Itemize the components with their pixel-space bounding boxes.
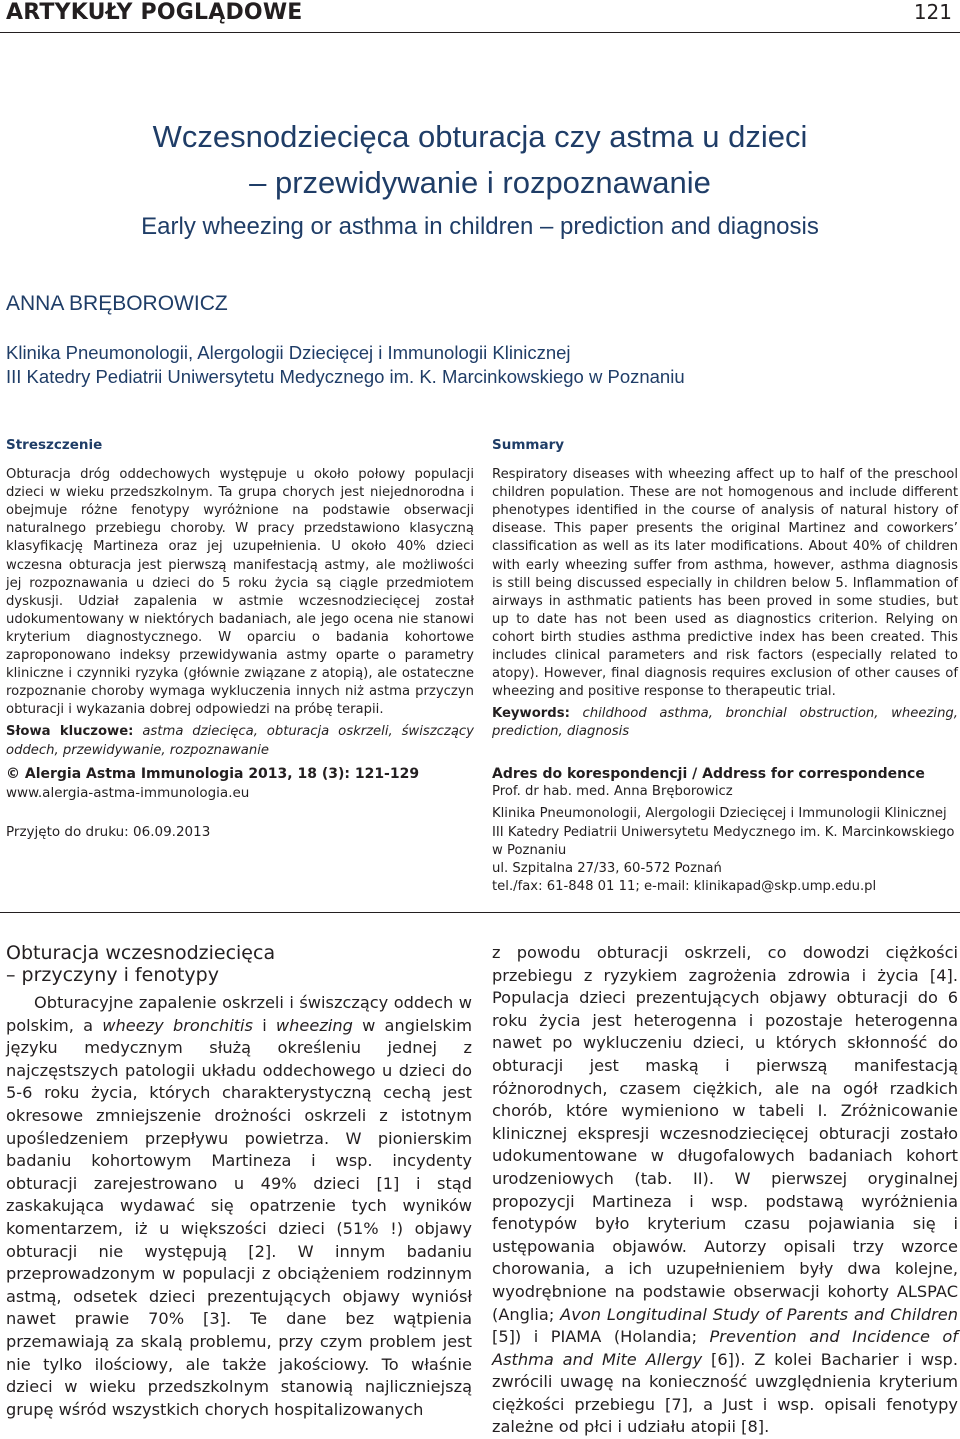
body-text: [6]). Z kolei Bacharier i wsp. zwrócili uwagę na konieczność uwzględnienia kryterium ciężkości przebiegu [7], a Just i wsp. opisali fenotypy zależne od płci i udziału atopii [8].: [492, 1349, 958, 1437]
journal-citation: © Alergia Astma Immunologia 2013, 18 (3): 121-129: [6, 766, 420, 782]
journal-url[interactable]: www.alergia-astma-immunologia.eu: [6, 785, 250, 801]
correspondence-line-3: w Poznaniu: [492, 842, 567, 858]
body-italic: wheezing: [275, 1015, 353, 1035]
body-text: w angielskim języku medycznym służą określeniu jednej z najczęstszych patologii układu oddechowego u dzieci do 5-6 roku życia, których charakterystyczną cechą jest okresowe zmniejszenie drożności oskrzeli z istotnym upośledzeniem przepływu powietrza. W pionierskim badaniu kohortowym Martineza i wsp. incydenty obturacji zarejestrowano u 49% dzieci [1] i stąd zaskakująca wydawać się opatrzenie tych wyników komentarzem, iż u większości dzieci (51% !) objawy obturacji nie występują [2]. W innym badaniu przeprowadzonym w populacji z obciążeniem rodzinnym astmą, odsetek dzieci prezentujących objawy wyniósł nawet prawie 70% [3]. Te dane bez wątpienia przemawiają za skalą problemu, przy czym problem jest nie tylko ilościowy, ale także jakościowy. To właśnie dzieci w wieku przedszkolnym stanowią najliczniejszą grupę wśród wszystkich chorych hospitalizowanych: [6, 1015, 473, 1419]
body-paragraph: [492, 942, 958, 1439]
correspondence-line-1: Klinika Pneumonologii, Alergologii Dziecięcej i Immunologii Klinicznej: [492, 806, 947, 822]
accepted-date: Przyjęto do druku: 06.09.2013: [6, 824, 211, 840]
affiliation-line-1: Klinika Pneumonologii, Alergologii Dziecięcej i Immunologii Klinicznej: [6, 342, 571, 363]
correspondence-heading: Adres do korespondencji / Address for correspondence: [492, 766, 925, 782]
correspondence-contact: tel./fax: 61-848 01 11; e-mail: klinikapad@skp.ump.edu.pl: [492, 879, 877, 895]
section-label: ARTYKUŁY POGLĄDOWE: [6, 0, 303, 25]
summary-text: Respiratory diseases with wheezing affect up to half of the preschool children population. These are not homogenous and include different phenotypes identified in the course of analysis of natural history of disease. This paper presents the original Martinez and coworkers’ classification as well as its later modifications. About 40% of children with early wheezing suffer from asthma, however, asthma diagnosis is still being discussed especially in children below 5. Inflammation of airways in asthmatic patients has been proved in some studies, but up to date has not been used as diagnostics criterion. Relying on cohort birth studies asthma predictive index has been created. This includes clinical parameters and risk factors (especially related to atopy). However, final diagnosis requires exclusion of other causes of wheezing and positive response to therapeutic trial.: [492, 467, 958, 700]
abstract-english: [492, 436, 958, 742]
keywords-label: Słowa kluczowe:: [6, 724, 134, 740]
author-affiliation: [6, 341, 685, 389]
header-divider: [0, 32, 960, 33]
author-name: ANNA BRĘBOROWICZ: [6, 292, 228, 315]
page-number: 121: [913, 0, 952, 24]
section-title: [6, 942, 472, 986]
correspondence-line-2: III Katedry Pediatrii Uniwersytetu Medycznego im. K. Marcinkowskiego: [492, 824, 955, 840]
body-italic: Prevention and Incidence of Asthma and Mite Allergy: [492, 1327, 958, 1369]
correspondence-name: Prof. dr hab. med. Anna Bręborowicz: [492, 784, 733, 800]
body-text: z powodu obturacji oskrzeli, co dowodzi ciężkości przebiegu z ryzykiem zagrożenia zdrowia i życia [4]. Populacja dzieci prezentujących objawy obturacji do 6 roku życia jest heterogenna i pozostaje heterogenna nawet po wykluczeniu dzieci, u których skłonność do obturacji jest maską i pierwszą manifestacją różnorodnych, czasem ciężkich, ale na ogół rzadkich chorób, które wymieniono w tabeli I. Zróżnicowanie klinicznej ekspresji wczesnodziecięcej obturacji zostało udokumentowane w długofalowych badaniach kohort urodzeniowych (tab. II). W pierwszej oryginalnej propozycji Martineza i wsp. podstawą wyróżnienia fenotypów było kryterium czasu pojawiania się i ustępowania objawów. Autorzy opisali trzy wzorce chorowania, a ich uzupełnieniem były dwa kolejne, wyodrębnione na podstawie obserwacji kohorty ALSPAC (Anglia;: [492, 943, 958, 1324]
summary-heading: Summary: [492, 437, 565, 453]
correspondence-block: [492, 765, 958, 896]
title-line-2: – przewidywanie i rozpoznawanie: [249, 165, 711, 200]
article-title-english: Early wheezing or asthma in children – prediction and diagnosis: [141, 213, 819, 240]
body-italic: wheezy bronchitis: [102, 1015, 253, 1035]
keywords-list: childhood asthma, bronchial obstruction, wheezing, prediction, diagnosis: [492, 706, 958, 740]
body-text: Obturacyjne zapalenie oskrzeli i świszczący oddech w polskim, a: [6, 993, 472, 1035]
body-column-left: [6, 942, 472, 1421]
keywords-label: Keywords:: [492, 706, 570, 722]
body-text: [5]) i PIAMA (Holandia;: [492, 1327, 698, 1347]
body-italic: Avon Longitudinal Study of Parents and Children: [560, 1304, 958, 1324]
section-title-line-2: – przyczyny i fenotypy: [6, 964, 219, 986]
citation-block: [6, 765, 476, 842]
title-line-1: Wczesnodziecięca obturacja czy astma u dzieci: [152, 119, 808, 154]
body-paragraph: [6, 992, 472, 1421]
abstract-polish: [6, 436, 474, 760]
keywords-polish: [6, 723, 474, 759]
keywords-list: astma dziecięca, obturacja oskrzeli, świszczący oddech, przewidywanie, rozpoznawanie: [6, 724, 474, 758]
body-column-right: [492, 942, 958, 1439]
section-title-line-1: Obturacja wczesnodziecięca: [6, 942, 276, 964]
body-divider: [0, 912, 960, 913]
abstract-heading: Streszczenie: [6, 437, 103, 453]
keywords-english: [492, 705, 958, 741]
abstract-text: Obturacja dróg oddechowych występuje u około połowy populacji dzieci w wieku przedszkolnym. Ta grupa chorych jest niejednorodna i obejmuje różne fenotypy wyróżnione na podstawie obserwacji naturalnego przebiegu choroby. W pracy przedstawiono klasyczną klasyfikację Martineza oraz jej uzupełnienia. U około 40% dzieci wczesna obturacja jest pierwszą manifestacją astmy, ale możliwości jej rozpoznawania u dzieci do 5 roku życia są ciągle przedmiotem dyskusji. Udział zapalenia w astmie wczesnodziecięcej został udokumentowany w niektórych badaniach, ale jego ocena nie stanowi kryterium diagnostycznego. W oparciu o badania kohortowe zaproponowano indeksy przewidywania astmy oparte o parametry kliniczne i czynniki ryzyka (głównie związane z atopią), ale ostateczne rozpoznanie choroby wymaga wykluczenia innych niż astma przyczyn obturacji i wykazania dobrej odpowiedzi na próbę terapii.: [6, 467, 474, 718]
body-text: i: [262, 1015, 267, 1035]
correspondence-street: ul. Szpitalna 27/33, 60-572 Poznań: [492, 861, 722, 877]
affiliation-line-2: III Katedry Pediatrii Uniwersytetu Medycznego im. K. Marcinkowskiego w Poznaniu: [6, 366, 685, 387]
article-title-polish: [0, 114, 960, 206]
